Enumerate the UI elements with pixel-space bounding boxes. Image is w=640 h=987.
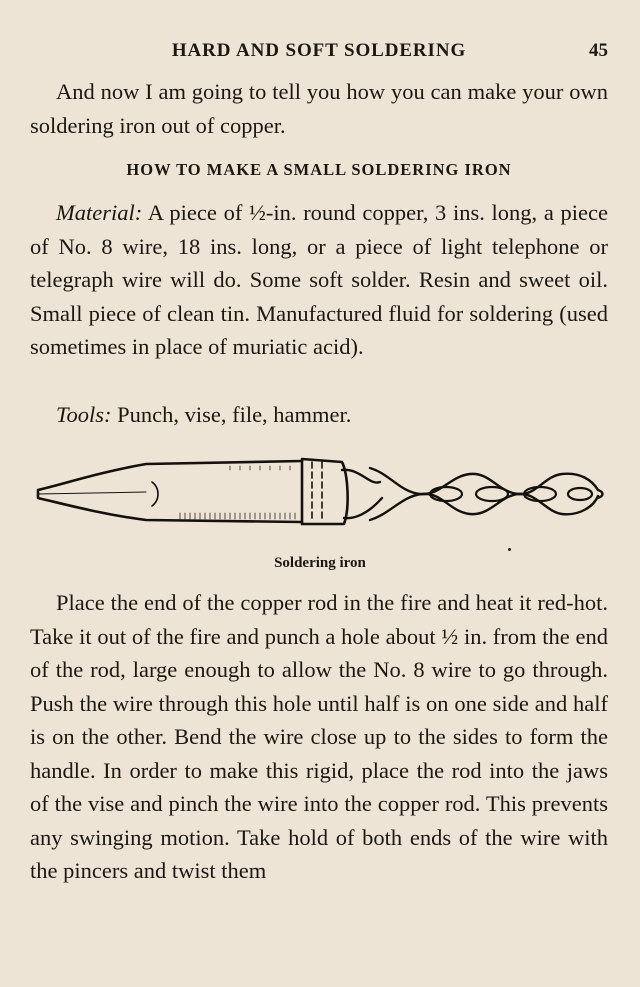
material-text: A piece of ½-in. round copper, 3 ins. long, a piece of No. 8 wire, 18 ins. long, or a piece of light telephone or telegraph wire will do. Some soft solder. Resin and sweet oil. Small piece of clean tin. Manufactured fluid for soldering (used sometimes in place of muriatic acid).: [30, 200, 609, 359]
ferrule-outline: [302, 459, 348, 524]
intro-paragraph: [30, 75, 608, 142]
material-paragraph: [30, 196, 608, 364]
rod-taper-line: [38, 492, 146, 494]
running-title: HARD AND SOFT SOLDERING: [171, 40, 467, 61]
intro-text: And now I am going to tell you how you can make your own soldering iron out of copper.: [30, 79, 608, 138]
ink-speck: [508, 548, 511, 551]
soldering-iron-illustration: [30, 448, 610, 540]
section-heading: HOW TO MAKE A SMALL SOLDERING IRON: [126, 160, 512, 179]
figure-caption: Soldering iron: [274, 555, 366, 571]
body-paragraph: [30, 586, 608, 888]
tools-text: Punch, vise, file, hammer.: [117, 402, 352, 427]
rod-shading: [180, 466, 295, 519]
tools-label: Tools:: [56, 402, 112, 427]
copper-rod-outline: [38, 461, 302, 522]
body-text: Place the end of the copper rod in the fire and heat it red-hot. Take it out of the fire and punch a hole about ½ in. from the end of the rod, large enough to allow the No. 8 wire to go through. Push the wire through this hole until half is on one side and half is on the other. Bend the wire close up to the sides to form the handle. In order to make this rigid, place the rod into the jaws of the vise and pinch the wire into the copper rod. This prevents any swinging motion. Take hold of both ends of the wire with the pincers and twist them: [30, 590, 608, 883]
rod-highlight: [152, 482, 158, 506]
tools-paragraph: [30, 398, 608, 432]
material-label: Material:: [56, 200, 143, 225]
page-number: 45: [589, 40, 608, 61]
twisted-wire-handle: [342, 468, 603, 520]
running-head: [30, 40, 608, 66]
